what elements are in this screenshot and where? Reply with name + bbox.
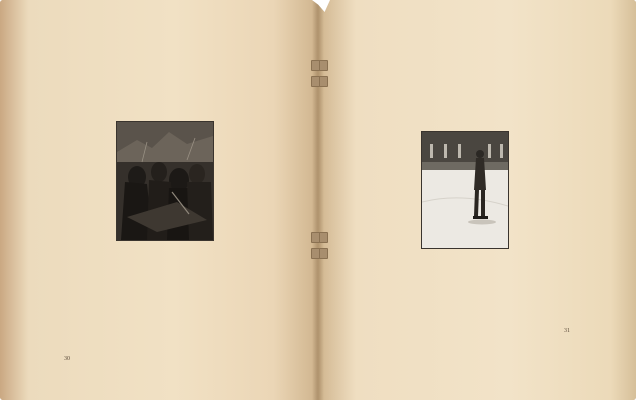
right-page: [318, 0, 636, 400]
staple-mark: [319, 232, 328, 243]
right-page-paragraph-top: [368, 56, 573, 102]
left-illustration-caption: [117, 243, 213, 250]
staple-mark: [319, 248, 328, 259]
right-page-paragraph-bottom: [368, 268, 573, 358]
right-page-illustration: [422, 132, 508, 248]
right-illustration-caption: [422, 251, 508, 258]
crowd-illustration-image: [117, 122, 213, 240]
standing-figure-image: [422, 132, 508, 248]
left-page-number: 30: [64, 356, 70, 362]
left-page-paragraph-top: [62, 56, 267, 102]
staple-mark: [319, 76, 328, 87]
staple-mark: [319, 60, 328, 71]
right-page-number: 31: [564, 328, 570, 334]
left-page-illustration: [117, 122, 213, 240]
left-page-paragraph-bottom: [62, 257, 267, 333]
